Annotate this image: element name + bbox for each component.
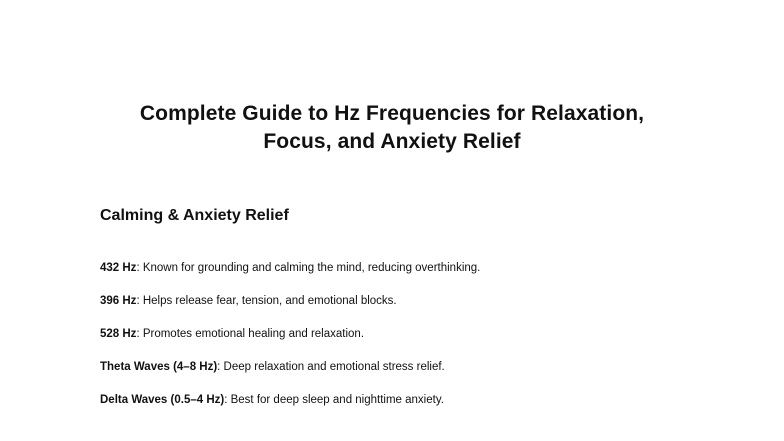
frequency-item-396hz [100,289,480,322]
frequency-description: : Helps release fear, tension, and emotional blocks. [136,295,397,307]
frequency-item-delta-waves [100,388,480,421]
frequency-item-432hz [100,256,480,289]
document-title-line-2: Focus, and Anxiety Relief [263,130,521,153]
section-heading-calming-anxiety-relief: Calming & Anxiety Relief [100,207,289,224]
frequency-list [100,256,480,421]
frequency-description: : Promotes emotional healing and relaxation. [136,328,365,340]
frequency-item-528hz [100,322,480,355]
frequency-term: 396 Hz [100,295,137,307]
frequency-term: 432 Hz [100,262,137,274]
frequency-term: Delta Waves (0.5–4 Hz) [100,394,225,406]
frequency-description: : Known for grounding and calming the mind, reducing overthinking. [136,262,481,274]
document-title-line-1: Complete Guide to Hz Frequencies for Relaxation, [139,102,645,125]
frequency-item-theta-waves [100,355,480,388]
frequency-description: : Best for deep sleep and nighttime anxiety. [224,394,444,406]
document-title [80,100,704,156]
frequency-term: 528 Hz [100,328,137,340]
frequency-term: Theta Waves (4–8 Hz) [100,361,218,373]
frequency-description: : Deep relaxation and emotional stress relief. [217,361,445,373]
